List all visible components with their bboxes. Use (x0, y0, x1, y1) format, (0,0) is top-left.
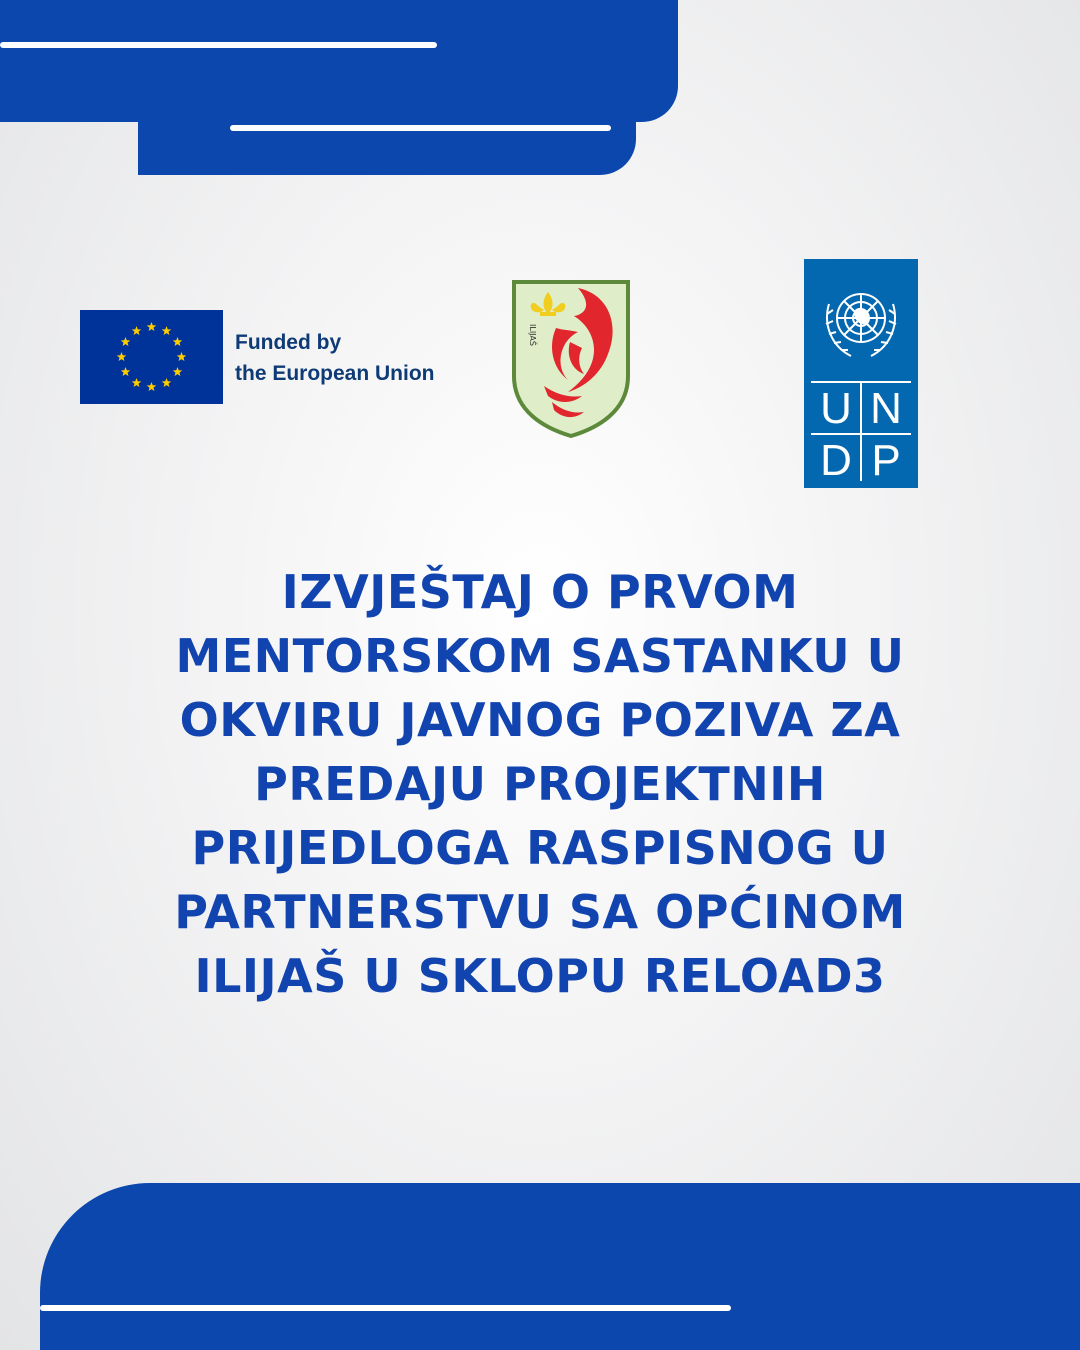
title-line: PARTNERSTVU SA OPĆINOM (174, 885, 906, 939)
crest-label: ILIJAŠ (528, 324, 537, 346)
undp-logo-icon (804, 259, 918, 488)
eu-funding-text (235, 327, 435, 389)
undp-letter-p: P (871, 436, 901, 485)
decor-line (230, 125, 611, 131)
eu-star (117, 352, 127, 361)
title-line: OKVIRU JAVNOG POZIVA ZA (179, 693, 901, 747)
eu-star (132, 326, 142, 335)
ilijas-coat-of-arms-icon (508, 276, 634, 438)
eu-star (173, 367, 183, 376)
bottom-decor-band (40, 1183, 1080, 1350)
eu-text-line2: the European Union (235, 362, 435, 385)
eu-star (162, 326, 172, 335)
undp-divider (860, 381, 862, 481)
undp-letter-u: U (820, 384, 852, 433)
title-line: PRIJEDLOGA RASPISNOG U (191, 821, 889, 875)
decor-line (40, 1305, 731, 1311)
eu-star (162, 378, 172, 387)
eu-star (132, 378, 142, 387)
top-decor-band-lower (138, 60, 636, 175)
eu-star (147, 382, 157, 391)
title-line: ILIJAŠ U SKLOPU RELOAD3 (194, 949, 886, 1003)
eu-star (177, 352, 187, 361)
undp-letter-d: D (820, 436, 852, 485)
title-line: PREDAJU PROJEKTNIH (254, 757, 826, 811)
eu-star (121, 337, 131, 346)
eu-flag-icon (80, 310, 223, 404)
eu-text-line1: Funded by (235, 331, 342, 354)
page-title (90, 560, 990, 1008)
un-emblem-icon (815, 274, 907, 366)
title-line: IZVJEŠTAJ O PRVOM (281, 565, 799, 619)
undp-letter-n: N (870, 384, 902, 433)
eu-star (147, 322, 157, 331)
eu-star (173, 337, 183, 346)
title-line: MENTORSKOM SASTANKU U (175, 629, 905, 683)
eu-star (121, 367, 131, 376)
decor-line (0, 42, 437, 48)
